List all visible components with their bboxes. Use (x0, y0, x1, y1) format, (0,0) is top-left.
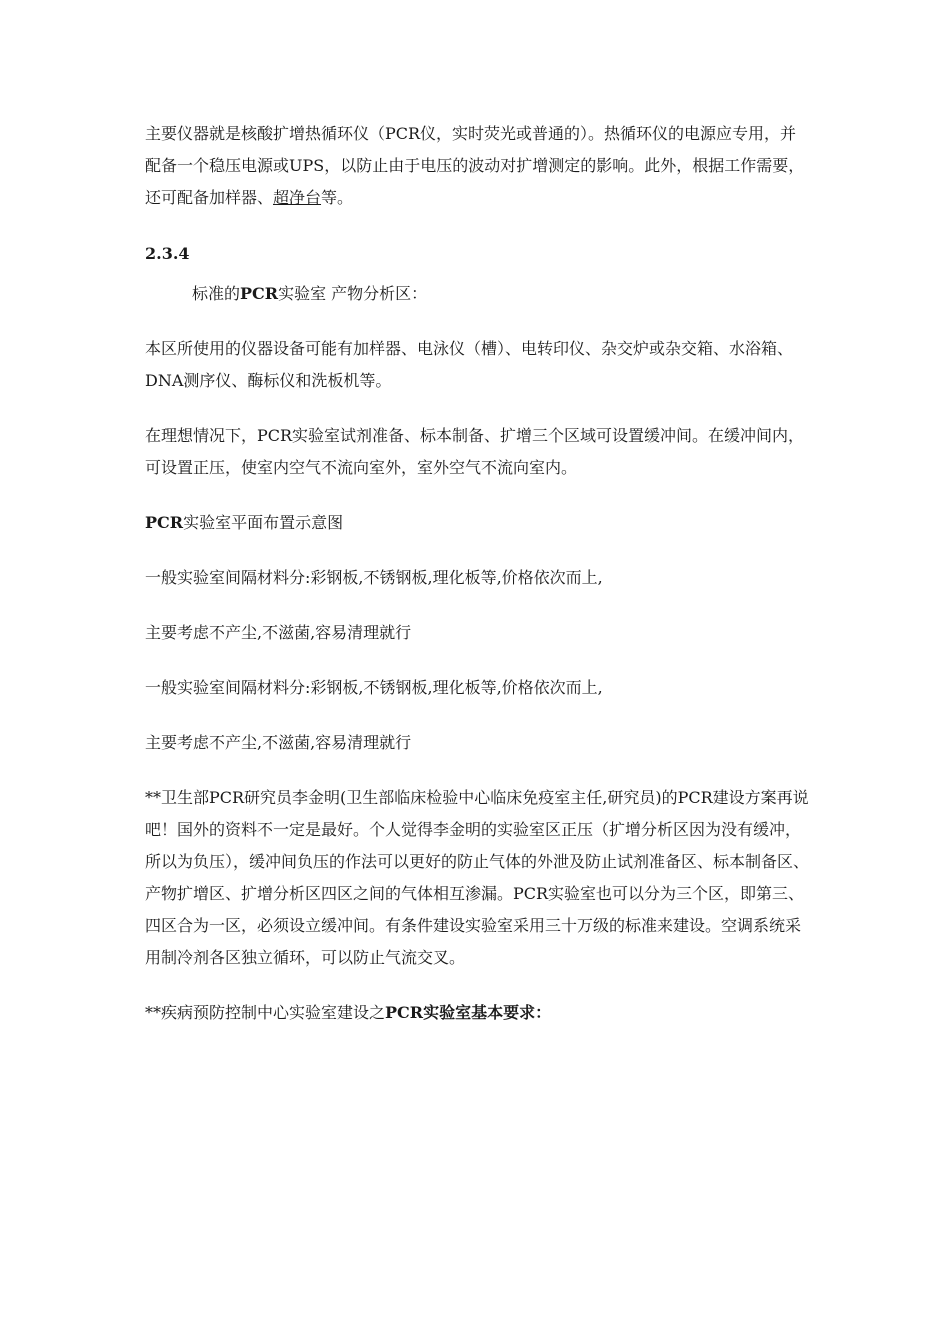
subheading-bold: PCR (240, 284, 279, 303)
subheading-suffix: 实验室 产物分析区： (278, 284, 428, 303)
figure-caption (145, 507, 810, 539)
paragraph-cleanliness: 主要考虑不产尘,不滋菌,容易清理就行 (145, 623, 412, 642)
paragraph-basic-requirements (145, 997, 810, 1029)
section-subheading (145, 278, 810, 310)
requirements-suffix: 实验室基本要求： (423, 1003, 552, 1022)
paragraph-partition-materials-repeat: 一般实验室间隔材料分:彩钢板,不锈钢板,理化板等,价格依次而上, (145, 678, 603, 697)
paragraph-buffer-room: 在理想情况下，PCR实验室试剂准备、标本制备、扩增三个区域可设置缓冲间。在缓冲间内，可设置正压，使室内空气不流向室外，室外空气不流向室内。 (145, 426, 805, 477)
paragraph-equipment: 本区所使用的仪器设备可能有加样器、电泳仪（槽）、电转印仪、杂交炉或杂交箱、水浴箱、DNA测序仪、酶标仪和洗板机等。 (145, 339, 794, 390)
requirements-prefix: **疾病预防控制中心实验室建设之 (145, 1003, 386, 1022)
paragraph-instruments (145, 118, 810, 214)
paragraph-partition-materials: 一般实验室间隔材料分:彩钢板,不锈钢板,理化板等,价格依次而上, (145, 568, 603, 587)
subheading-prefix: 标准的 (192, 284, 241, 303)
section-number: 2.3.4 (145, 244, 190, 263)
figure-caption-text: 实验室平面布置示意图 (183, 513, 344, 532)
clean-bench-link[interactable]: 超净台 (273, 188, 322, 207)
paragraph-text: 等。 (321, 188, 354, 207)
paragraph-text: 主要仪器就是核酸扩增热循环仪（PCR仪，实时荧光或普通的）。热循环仪的电源应专用，并配备一个稳压电源或UPS，以防止由于电压的波动对扩增测定的影响。此外，根据工作需要，还可配备加样器、 (145, 124, 805, 207)
paragraph-construction-plan: **卫生部PCR研究员李金明(卫生部临床检验中心临床免疫室主任,研究员)的PCR建设方案再说吧！国外的资料不一定是最好。个人觉得李金明的实验室区正压（扩增分析区因为没有缓冲，所以为负压），缓冲间负压的作法可以更好的防止气体的外泄及防止试剂准备区、标本制备区、产物扩增区、扩增分析区四区之间的气体相互渗漏。PCR实验室也可以分为三个区，即第三、四区合为一区，必须设立缓冲间。有条件建设实验室采用三十万级的标准来建设。空调系统采用制冷剂各区独立循环，可以防止气流交叉。 (145, 788, 810, 967)
document-page (145, 118, 810, 1029)
figure-caption-bold: PCR (145, 513, 184, 532)
requirements-bold: PCR (385, 1003, 424, 1022)
paragraph-cleanliness-repeat: 主要考虑不产尘,不滋菌,容易清理就行 (145, 733, 412, 752)
